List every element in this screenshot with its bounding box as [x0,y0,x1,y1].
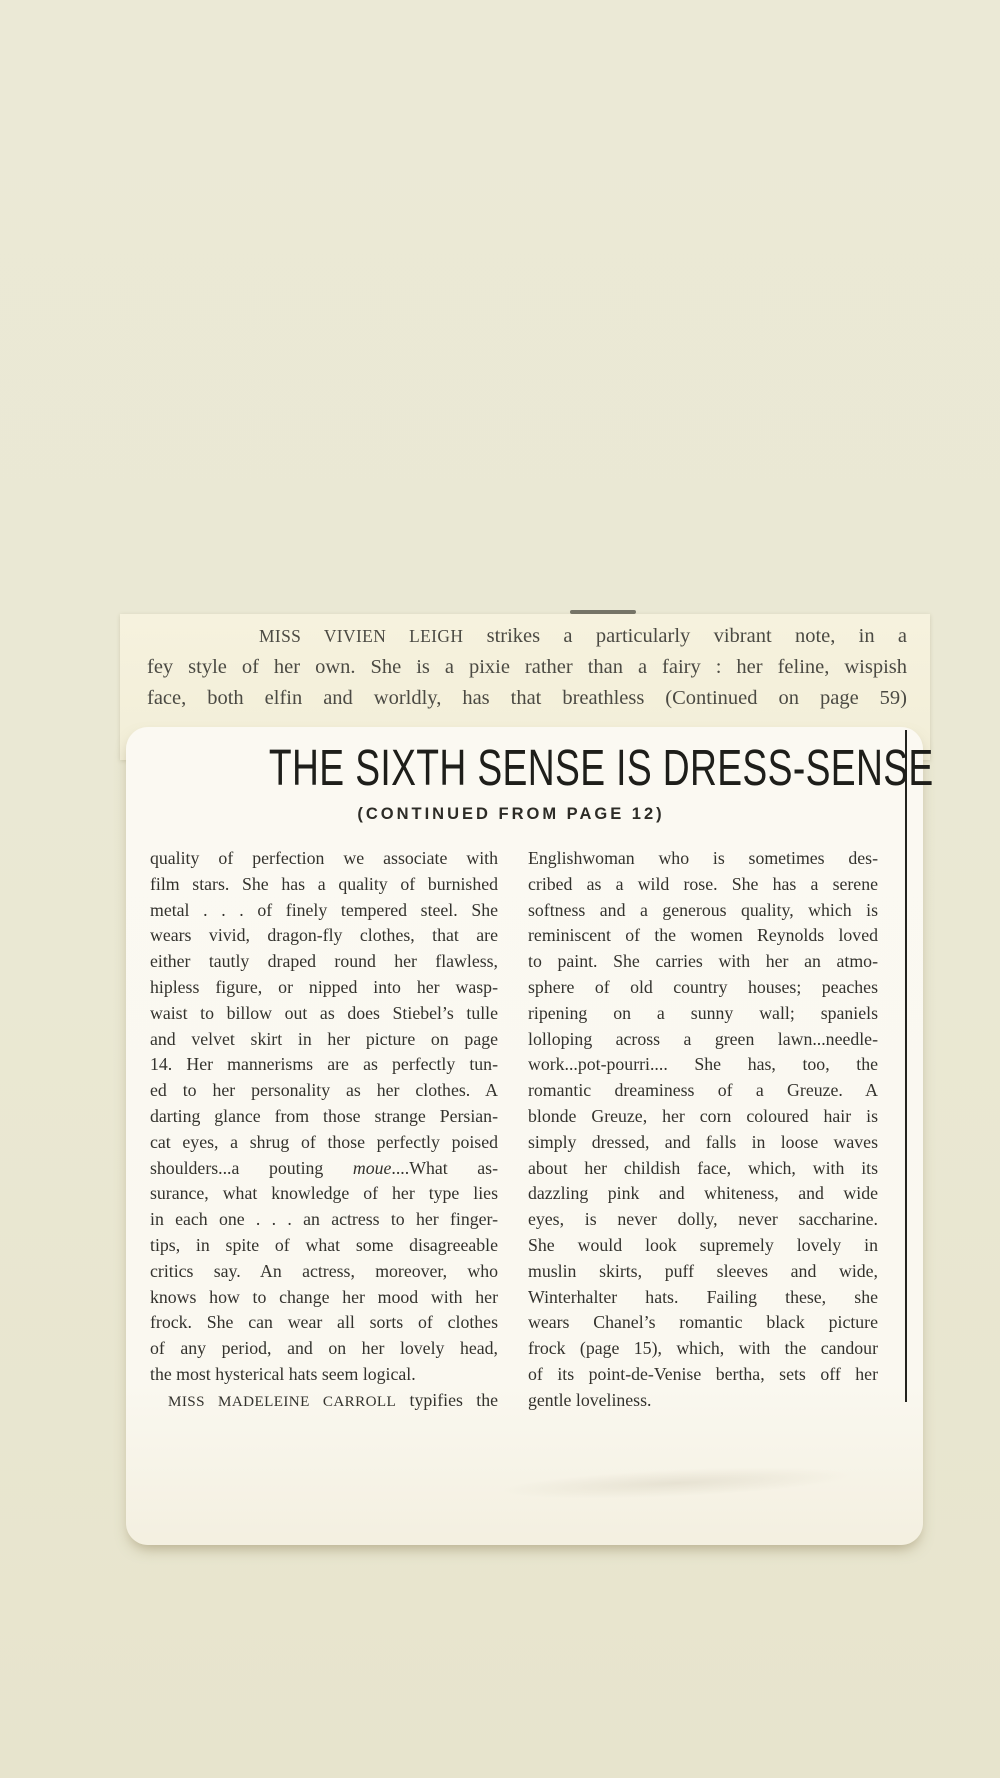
article-column-left [150,846,498,1414]
text-line: face, both elfin and worldly, has that breathless (Continued on page 59) [147,687,907,709]
text-line: to paint. She carries with her an atmo- [528,951,878,972]
text-line: romantic dreaminess of a Greuze. A [528,1080,878,1101]
text-line: surance, what knowledge of her type lies [150,1183,498,1204]
paper-crease [425,1448,927,1518]
text-line: lolloping across a green lawn...needle- [528,1028,878,1049]
text-line: frock. She can wear all sorts of clothes [150,1312,498,1333]
article-column-right [528,846,878,1414]
text-line: muslin skirts, puff sleeves and wide, [528,1260,878,1281]
text-line: either tautly draped round her flawless, [150,951,498,972]
text-line: 14. Her mannerisms are as perfectly tun- [150,1054,498,1075]
text-line: knows how to change her mood with her [150,1286,498,1307]
text-line: critics say. An actress, moreover, who [150,1260,498,1281]
text-line: shoulders...a pouting moue....What as- [150,1157,498,1178]
text-line: fey style of her own. She is a pixie rather than a fairy : her feline, wispish [147,656,907,678]
text-line: hipless figure, or nipped into her wasp- [150,976,498,997]
text-line: darting glance from those strange Persian- [150,1105,498,1126]
text-line: cat eyes, a shrug of those perfectly poised [150,1131,498,1152]
text-line: wears Chanel’s romantic black picture [528,1312,878,1333]
text-line: of any period, and on her lovely head, [150,1338,498,1359]
text-line: cribed as a wild rose. She has a serene [528,873,878,894]
article-title [146,739,934,798]
text-line: dazzling pink and whiteness, and wide [528,1183,878,1204]
text-line: ed to her personality as her clothes. A [150,1080,498,1101]
text-line: and velvet skirt in her picture on page [150,1028,498,1049]
text-line: metal . . . of finely tempered steel. She [150,899,498,920]
text-line: MISS VIVIEN LEIGH strikes a particularly vibrant note, in a [259,625,907,647]
text-line: tips, in spite of what some disagreeable [150,1234,498,1255]
text-line: sphere of old country houses; peaches [528,976,878,997]
text-line: work...pot-pourri.... She has, too, the [528,1054,878,1075]
text-line: Englishwoman who is sometimes des- [528,848,878,868]
text-line: gentle loveliness. [528,1389,652,1410]
text-line: film stars. She has a quality of burnished [150,873,498,894]
text-line: of its point-de-Venise bertha, sets off her [528,1363,878,1384]
text-line: about her childish face, which, with its [528,1157,878,1178]
text-line: waist to billow out as does Stiebel’s tulle [150,1002,498,1023]
text-line: eyes, is never dolly, never saccharine. [528,1209,878,1230]
text-line: reminiscent of the women Reynolds loved [528,925,878,946]
text-line: simply dressed, and falls in loose waves [528,1131,878,1152]
text-line: quality of perfection we associate with [150,848,498,868]
text-line: in each one . . . an actress to her finger- [150,1209,498,1230]
text-line: softness and a generous quality, which is [528,899,878,920]
continued-from-note: (CONTINUED FROM PAGE 12) [357,805,665,823]
text-line: Winterhalter hats. Failing these, she [528,1286,878,1307]
article-page [126,727,934,1545]
text-line: MISS MADELEINE CARROLL typifies the [168,1389,498,1410]
text-line: She would look supremely lovely in [528,1234,878,1255]
text-line: the most hysterical hats seem logical. [150,1363,416,1384]
intro-paragraph [120,614,930,714]
text-line: ripening on a sunny wall; spaniels [528,1002,878,1023]
vertical-rule [905,730,907,1402]
text-line: wears vivid, dragon-fly clothes, that are [150,925,498,946]
article-title-text: THE SIXTH SENSE IS DRESS-SENSE [268,739,934,796]
text-line: frock (page 15), which, with the candour [528,1338,878,1359]
text-line: blonde Greuze, her corn coloured hair is [528,1105,878,1126]
